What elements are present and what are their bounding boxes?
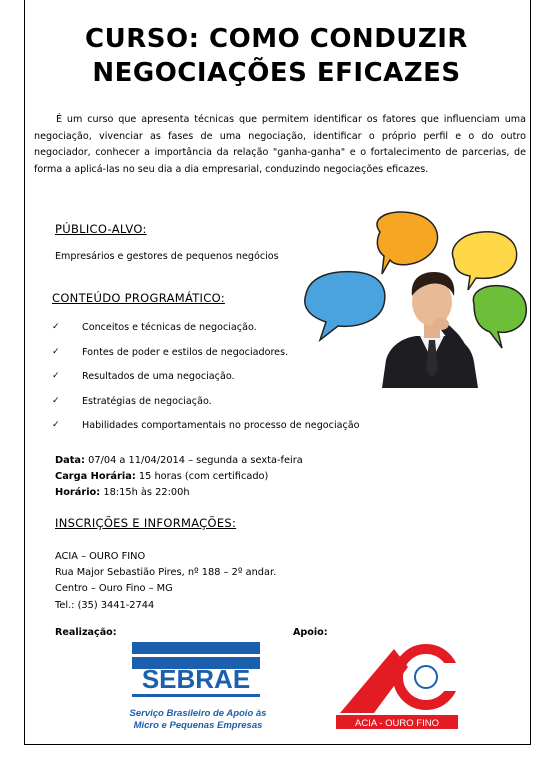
list-item-label: Fontes de poder e estilos de negociadores.: [82, 346, 289, 358]
check-icon: ✓: [52, 420, 60, 430]
data-label: Data:: [55, 455, 85, 466]
list-item-label: Conceitos e técnicas de negociação.: [82, 322, 257, 333]
carga-value: 15 horas (com certificado): [135, 471, 269, 482]
svg-text:SEBRAE: SEBRAE: [141, 664, 251, 694]
list-item-label: Estratégias de negociação.: [82, 395, 212, 407]
course-info: [55, 453, 303, 501]
check-icon: ✓: [52, 346, 60, 357]
check-icon: ✓: [52, 395, 60, 406]
contact-line: ACIA – OURO FINO: [55, 551, 146, 562]
inscricoes-heading: INSCRIÇÕES E INFORMAÇÕES:: [55, 516, 237, 530]
acia-logo: [336, 643, 464, 733]
publico-text: Empresários e gestores de pequenos negócios: [55, 251, 279, 262]
man-hand: [433, 318, 449, 330]
realizacao-label: Realização:: [55, 627, 117, 638]
blue-speech-bubble: [305, 272, 385, 340]
data-value: 07/04 a 11/04/2014 – segunda a sexta-feira: [84, 455, 303, 466]
apoio-label: Apoio:: [293, 627, 328, 638]
yellow-speech-bubble: [452, 232, 516, 290]
orange-speech-bubble: [377, 212, 438, 274]
sebrae-logo: [112, 640, 282, 740]
svg-text:Serviço Brasileiro de Apoio às: Serviço Brasileiro de Apoio às: [129, 708, 267, 719]
list-item-label: Habilidades comportamentais no processo de negociação: [82, 420, 360, 431]
page-title: [24, 22, 529, 90]
publico-heading: PÚBLICO-ALVO:: [55, 222, 147, 236]
svg-text:ACIA - OURO FINO: ACIA - OURO FINO: [355, 718, 439, 729]
carga-label: Carga Horária:: [55, 471, 136, 482]
title-line-2: NEGOCIAÇÕES EFICAZES: [92, 58, 461, 88]
contact-address: [55, 549, 276, 614]
check-icon: ✓: [52, 371, 60, 381]
svg-text:Micro e Pequenas Empresas: Micro e Pequenas Empresas: [133, 720, 263, 731]
green-speech-bubble: [473, 286, 526, 348]
horario-value: 18:15h às 22:00h: [100, 487, 190, 498]
intro-paragraph: É um curso que apresenta técnicas que permitem identificar os fatores que influenciam uma negociação, vivenciar as fases de uma negociação, identificar o próprio perfil e o do outro negociador, conhecer a importância da relação "ganha-ganha" e o fortalecimento de parcerias, de forma a aplicá-las no seu dia a dia empresarial, conduzindo negociações eficazes.: [34, 114, 526, 175]
contact-line: Centro – Ouro Fino – MG: [55, 583, 173, 595]
check-icon: ✓: [52, 322, 60, 332]
contact-phone: Tel.: (35) 3441-2744: [55, 599, 155, 611]
list-item-label: Resultados de uma negociação.: [82, 371, 235, 382]
conteudo-heading: CONTEÚDO PROGRAMÁTICO:: [52, 291, 225, 305]
horario-label: Horário:: [55, 487, 101, 498]
businessman-illustration: [298, 210, 530, 390]
contact-line: Rua Major Sebastião Pires, nº 188 – 2º andar.: [55, 567, 277, 579]
title-line-1: CURSO: COMO CONDUZIR: [85, 24, 468, 54]
